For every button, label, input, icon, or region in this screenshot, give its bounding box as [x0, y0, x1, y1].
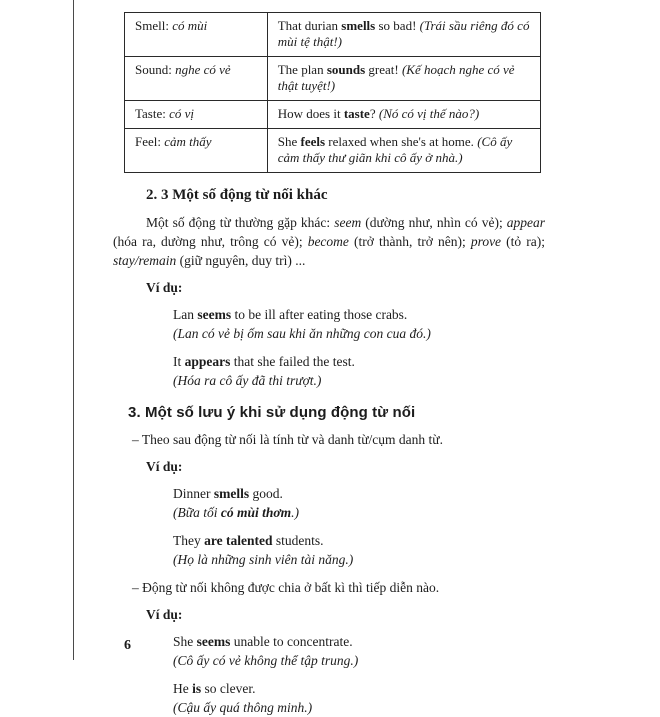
example-pair	[173, 484, 545, 522]
table-row	[125, 129, 541, 173]
example-cell: She feels relaxed when she's at home. (Cô ấy cảm thấy thư giãn khi cô ấy ở nhà.)	[267, 129, 540, 173]
vidu-label: Ví dụ:	[146, 607, 183, 622]
example-pair	[173, 531, 545, 569]
term-cell: Smell: có mùi	[125, 13, 268, 57]
table-row	[125, 13, 541, 57]
example-vietnamese: (Hóa ra cô ấy đã thi trượt.)	[173, 373, 322, 388]
table-row	[125, 57, 541, 101]
example-cell: How does it taste? (Nó có vị thế nào?)	[267, 101, 540, 129]
example-vietnamese: (Cô ấy có vẻ không thể tập trung.)	[173, 653, 359, 668]
example-vietnamese: (Cậu ấy quá thông minh.)	[173, 700, 313, 715]
example-vietnamese: (Lan có vẻ bị ốm sau khi ăn những con cua đó.)	[173, 326, 431, 341]
bullet-point: – Theo sau động từ nối là tính từ và danh từ/cụm danh từ.	[132, 432, 443, 447]
term-cell: Feel: cảm thấy	[125, 129, 268, 173]
vidu-label: Ví dụ:	[146, 280, 183, 295]
example-english: They are talented students.	[173, 533, 324, 548]
section-2-3-paragraph: Một số động từ thường gặp khác: seem (dường như, nhìn có vẻ); appear (hóa ra, dường như, trông có vẻ); become (trở thành, trở nên); prove (tỏ ra); stay/remain (giữ nguyên, duy trì) ...	[113, 215, 546, 268]
bullet-point: – Động từ nối không được chia ở bất kì thì tiếp diễn nào.	[132, 580, 440, 595]
example-english: Dinner smells good.	[173, 486, 283, 501]
example-vietnamese: (Họ là những sinh viên tài năng.)	[173, 552, 354, 567]
table-row	[125, 101, 541, 129]
vidu-label: Ví dụ:	[146, 459, 183, 474]
example-pair	[173, 352, 545, 390]
page-number: 6	[124, 638, 131, 653]
example-english: She seems unable to concentrate.	[173, 634, 353, 649]
linking-verbs-table	[124, 12, 541, 173]
term-cell: Sound: nghe có vẻ	[125, 57, 268, 101]
example-english: He is so clever.	[173, 681, 256, 696]
example-pair	[173, 632, 545, 670]
example-english: Lan seems to be ill after eating those crabs.	[173, 307, 408, 322]
page-content	[113, 0, 545, 717]
example-vietnamese: (Bữa tối có mùi thơm.)	[173, 505, 299, 520]
example-cell: The plan sounds great! (Kế hoạch nghe có vẻ thật tuyệt!)	[267, 57, 540, 101]
term-cell: Taste: có vị	[125, 101, 268, 129]
page-edge-line	[73, 0, 74, 660]
section-2-3-heading: 2. 3 Một số động từ nối khác	[146, 187, 328, 203]
section-3-heading: 3. Một số lưu ý khi sử dụng động từ nối	[128, 404, 416, 421]
example-pair	[173, 679, 545, 717]
example-pair	[173, 305, 545, 343]
example-cell: That durian smells so bad! (Trái sầu riêng đó có mùi tệ thật!)	[267, 13, 540, 57]
example-english: It appears that she failed the test.	[173, 354, 355, 369]
